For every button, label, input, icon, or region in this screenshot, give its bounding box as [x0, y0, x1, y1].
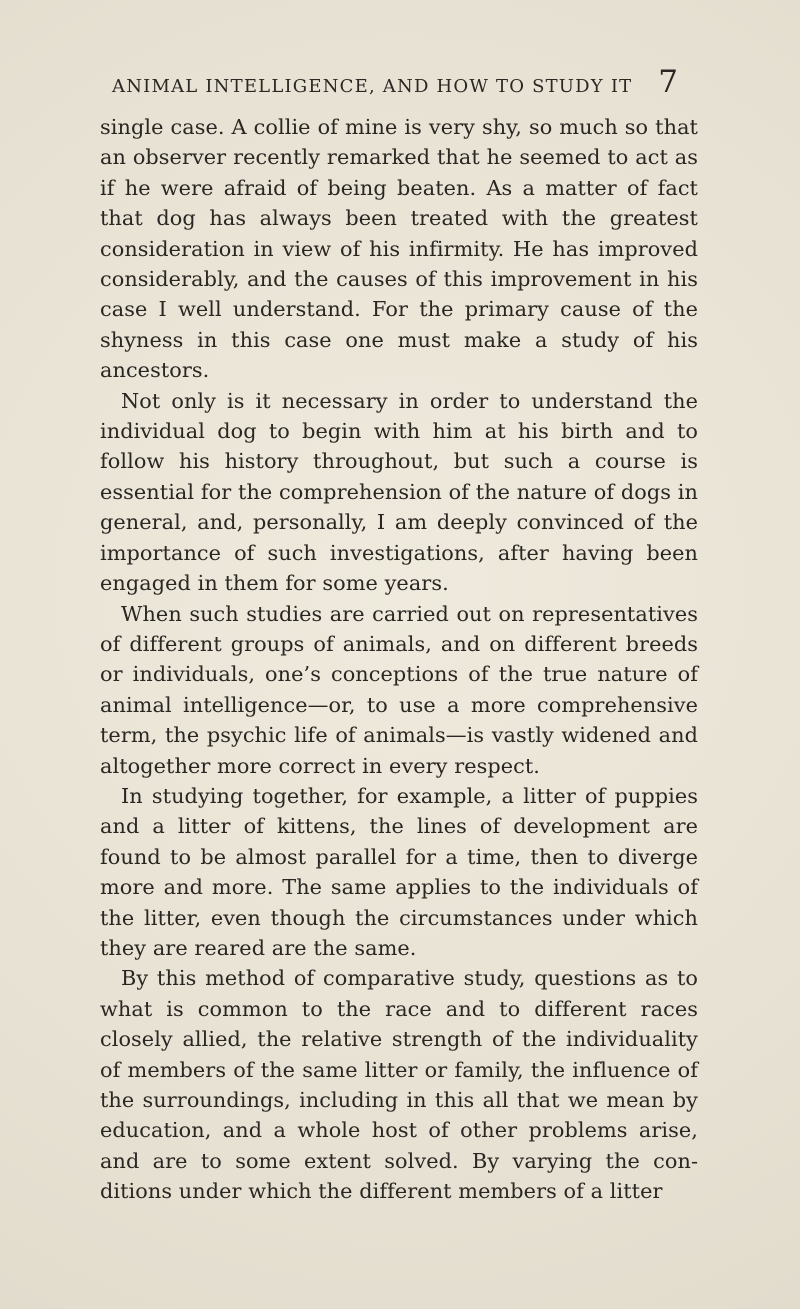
- paragraph-1: single case. A collie of mine is very shy, so much so that an observer recently remarked that he seemed to act as if he were afraid of being beaten. As a matter of fact that dog has always been treated with the greatest consideration in view of his infirmity. He has improved considerably, and the causes of this improvement in his case I well understand. For the primary cause of the shyness in this case one must make a study of his ancestors.: [100, 115, 698, 383]
- paragraph-4: In studying together, for example, a litter of puppies and a litter of kittens, the lines of development are found to be almost parallel for a time, then to diverge more and more. The same applies to the individuals of the litter, even though the circumstances under which they are reared are the same.: [100, 783, 698, 960]
- paragraph-5: By this method of comparative study, questions as to what is common to the race and to different races closely allied, the relative strength of the individuality of members of the same litter or family, the influence of the surroundings, including in this all that we mean by education, and a whole host of other problems arise, and are to some extent solved. By varying the conditions under which the different members of a litter: [100, 966, 698, 1204]
- running-title: ANIMAL INTELLIGENCE, AND HOW TO STUDY IT: [112, 76, 633, 97]
- paragraph-3: When such studies are carried out on representatives of different groups of animals, and on different breeds or individuals, one’s conceptions of the true nature of animal intelligence—or, to use a more comprehensive term, the psychic life of animals—is vastly widened and altogether more correct in every respect.: [100, 601, 698, 778]
- paragraph-2: Not only is it necessary in order to understand the individual dog to begin with him at his birth and to follow his history throughout, but such a course is essential for the comprehension of the nature of dogs in general, and, personally, I am deeply convinced of the importance of such investigations, after having been engaged in them for some years.: [100, 388, 698, 596]
- running-header: [100, 64, 680, 104]
- body-text: [100, 112, 698, 1207]
- page-number: 7: [658, 64, 678, 100]
